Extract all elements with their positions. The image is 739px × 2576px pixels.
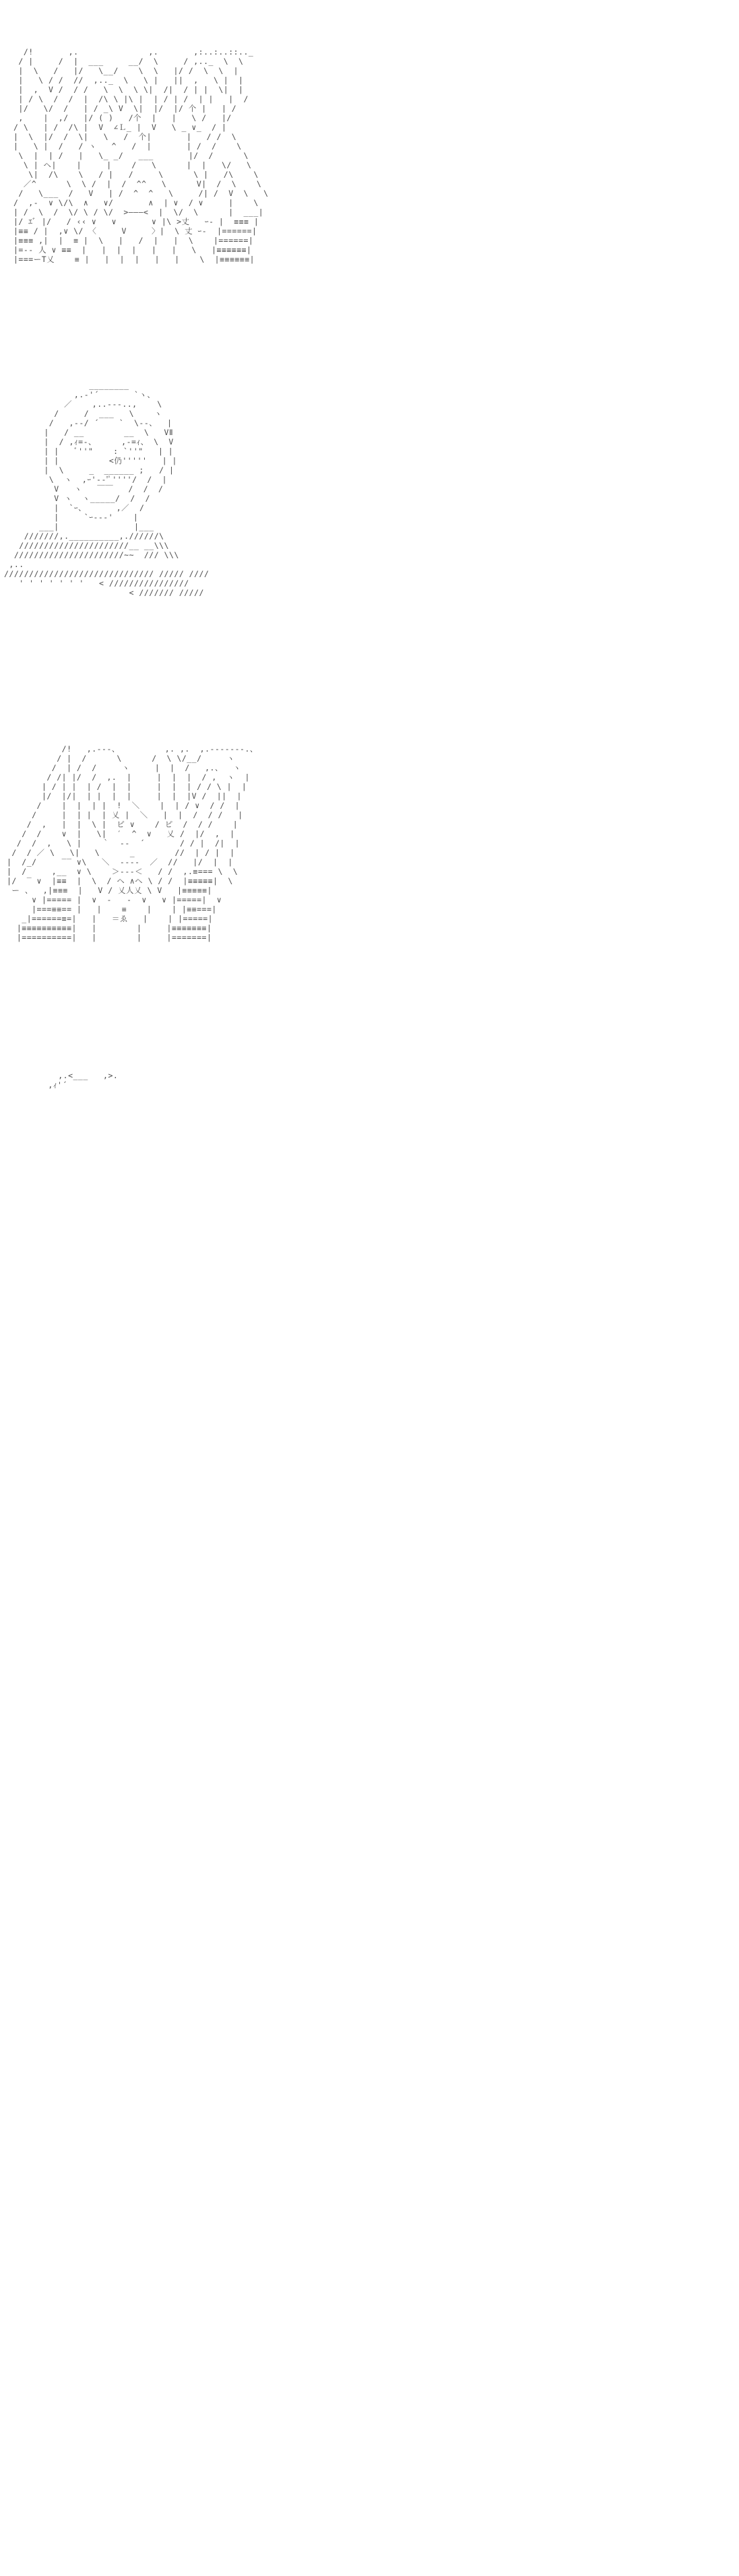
ascii-art-panel-4: ,.<___ ,>. ,ｨ'´: [48, 1071, 119, 1090]
panel-3: [0, 731, 739, 1000]
ascii-art-panel-3: /! ,.--‐、 ,. ,. ,.--‐‐‐‐-.、 / | / \ / \ \/__/ ヽ / | / / ヽ | | / ,.、 ヽ / /| |/ / ,. | | | | / , ヽ | | / | | | / | | | | | / / \ | | |/ |/| | | | | | | |V / || | / | | | | ! ＼ | | / ∨ / / | / | | | | 乂 | ＼ | | / / / | / , | | \ | ピ ∨ / ピ / / / | / / ∨ | \| ′ ^ ∨ 乂 / |/ , | / / , \ | ｀ ‐‐ ´ / / | /| | / / ／ \ \| \ _ // | / | | | /_/ ‾‾ ∨\ ＼ ‐‐‐‐ ／ // |/ | | | / ,__ ∨ \ ＞‐‐‐＜ / / ,.≡=== \ \ |/ ‾ ∨ |≡≡ | \ / ヘ ∧ヘ \ / / |≡≡≡≡≡| \ ー 、 ,|≡≡≡ | V / 乂人乂 \ V |≡≡≡≡≡| ∨ |===== | ∨ ‐ ‐ ∨ ∨ |=====| ∨ |===≡≡== | | ≡ | | |≡≡===| _|======≡=| | ＝ゑ | | |=====| |≡≡≡≡≡≡≡≡≡≡| | | |≡≡≡≡≡≡≡| |==========| | | |=======|: [7, 744, 258, 942]
ascii-art-panel-1: /! ,. ,. ,:..:..::.._ / | / | ___ __/ \ / ,.._ \ \ | \ / |/ \__/ \ \ |/ / \ \ | | \ / / // ,.._ \ \ | || , \ | | | , V / / / \ \ \ \| /| / | | \| | | / \ / / | /\ \ |\ | | / | / | | | / |/ \/ / | / _\ V \| |/ |/ 个 | | / , | ,/ |/ ( ) /个 | | \ / |/ / \ | / /\ | V ∠Ｌ_ | V \ _ ∨_ / | | \ |/ / \| \ / 个| | / / \ | \ | / / ヽ ^ / | | / / \ \ | | / | \_ _/ ___ |/ / \ \ | ヘ| | | / \ | | \/ \ \| /\ \ / | / \ \ | /\ \ ／^ \ \ / | / ^^ \ V| / \ \ / \___ / V | / ^ ^ \ /| / V \ \ / ,- ∨ \/\ ∧ ∨/ ∧ | ∨ / ∨ | \ | / \ / \/ \ / \/ >―――< | \/ \ | ___| |/ ｴﾞ |/ / ‹‹ ∨ ∨ ∨ |\ >丈 ｰ‐ | ≡≡≡ | |≡≡ / | ,∨ \/ 〈 V 〉| \ 丈 ｰ‐ |======| |≡≡≡ ,| | ≡ | \ | / | | \ |======| |=-- 人 ∨ ≡≡ | | | | | | \ |≡≡≡≡≡≡| |===ーT乂 ≡ | | | | | | \ |≡≡≡≡≡≡|: [13, 47, 269, 264]
ascii-art-panel-2: ________ ,.‐'´ `ヽ、 ／ ,..-‐-.., \ / / ___ \ ヽ / ,--/ ´ ` \--、 | | / __ __ \ VⅡ | / ,ｨ=-、 ,-=ｨ、 \ V | | ﾞ''" : `''" | | | | <仍''''' | | | \ _ ______ ; / | \ ヽ ,ｰ'--'ﾟ''''/ / | V ヽ ￣￣ / / / V ヽ ヽ_____/ / / | `ｰ、 ,／ / | `ｰ--‐' | ___| |___ ///////,.__________,.//////\ //////////////////////__ __\\\ //////////////////////~~ /// \\\ ,.. ////////////////////////////// ///// //// ' ' ' ' ' ' ' < //////////////// < /////// /////: [4, 381, 210, 597]
panel-2: [0, 381, 739, 717]
panel-1: [0, 27, 739, 384]
panel-4: [0, 1064, 739, 1286]
